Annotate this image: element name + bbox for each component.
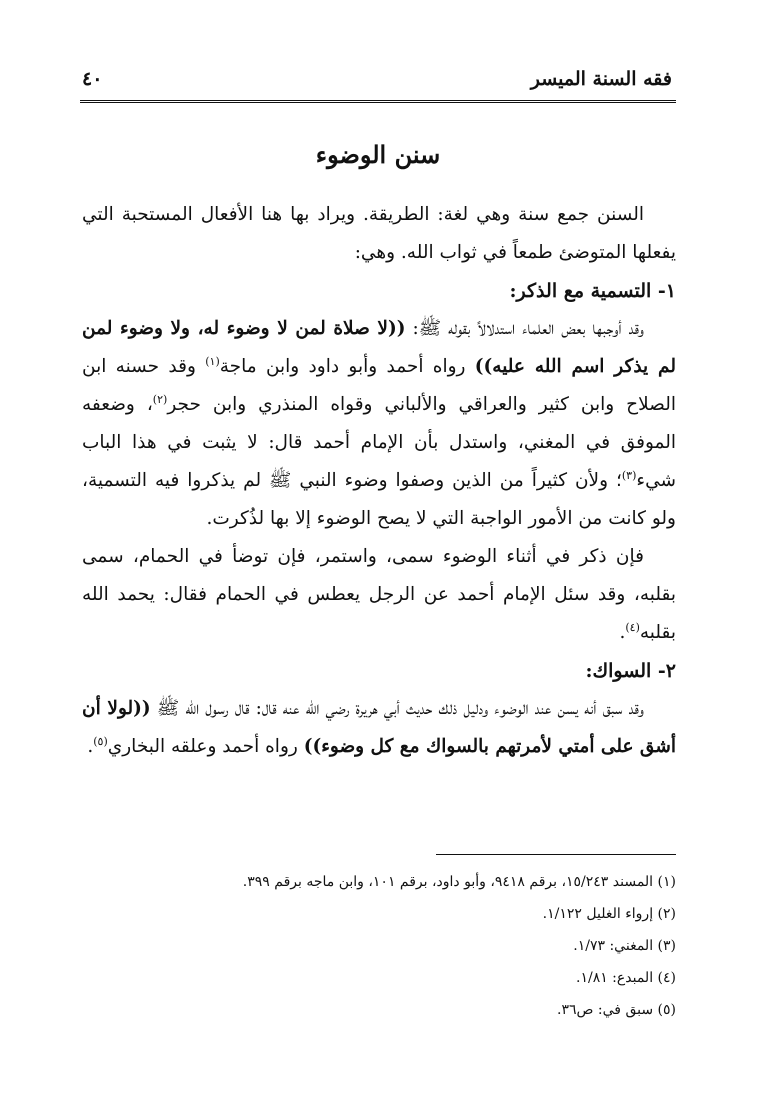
- footnote-1: (١) المسند ١٥/٢٤٣، برقم ٩٤١٨، وأبو داود، برقم ١٠١، وابن ماجه برقم ٣٩٩.: [242, 874, 676, 890]
- hadith-quote: ((لا صلاة لمن لا وضوء له، ولا وضوء لمن لم يذكر اسم الله عليه)): [82, 318, 676, 377]
- footnote-4: (٤) المبدع: ١/٨١.: [576, 970, 676, 986]
- footnote-5: (٥) سبق في: ص٣٦.: [557, 1002, 676, 1018]
- text-run: رواه أحمد وأبو داود وابن ماجة: [219, 356, 475, 377]
- text-run: وقد أوجبها بعض العلماء استدلالاً بقوله ﷺ:: [405, 318, 644, 339]
- running-title: فقه السنة الميسر: [530, 68, 672, 90]
- page-number: ٤٠: [82, 68, 103, 90]
- text-run: .: [87, 736, 94, 757]
- footnotes: [82, 866, 676, 1026]
- text-run: رواه أحمد وعلقه البخاري: [107, 736, 304, 757]
- page-header: [80, 66, 676, 103]
- heading-tasmiya: ١- التسمية مع الذكر:: [509, 280, 676, 302]
- footnote-3: (٣) المغني: ١/٧٣.: [573, 938, 676, 954]
- footnote-ref: (١): [205, 354, 220, 368]
- text-run: وقد حسنه ابن الصلاح وابن كثير والعراقي والألباني وقواه المنذري وابن حجر: [82, 356, 676, 415]
- text-run: ؛ ولأن كثيراً من الذين وصفوا وضوء النبي ﷺ لم يذكروا فيه التسمية، ولو كانت من الأمور الواجبة التي لا يصح الوضوء إلا بها لذُكرت.: [82, 470, 676, 529]
- text-run: .: [619, 622, 626, 643]
- hadith-quote: ((لولا أن أشق على أمتي لأمرتهم بالسواك مع كل وضوء)): [82, 698, 676, 757]
- footnote-ref: (٤): [625, 620, 640, 634]
- paragraph-hammam: [82, 538, 676, 652]
- section-title: سنن الوضوء: [315, 140, 441, 169]
- paragraph-siwak: [82, 690, 676, 766]
- footnote-2: (٢) إرواء الغليل ١/١٢٢.: [542, 906, 676, 922]
- body-text: [82, 196, 676, 766]
- footnote-ref: (٣): [621, 468, 637, 482]
- text-run: فإن ذكر في أثناء الوضوء سمى، واستمر، فإن توضأ في الحمام، سمى بقلبه، وقد سئل الإمام أحمد عن الرجل يعطس في الحمام فقال: يحمد الله بقلبه: [82, 546, 676, 643]
- heading-siwak: ٢- السواك:: [585, 660, 676, 682]
- text-run: وقد سبق أنه يسن عند الوضوء ودليل ذلك حديث أبي هريرة رضي الله عنه قال: قال رسول الله ﷺ: [150, 698, 644, 719]
- footnote-ref: (٢): [152, 392, 168, 406]
- footnote-ref: (٥): [93, 734, 108, 748]
- intro-paragraph: السنن جمع سنة وهي لغة: الطريقة. ويراد بها هنا الأفعال المستحبة التي يفعلها المتوضئ طمعاً في ثواب الله. وهي:: [82, 204, 676, 263]
- text-run: ، وضعفه الموفق في المغني، واستدل بأن الإمام أحمد قال: لا يثبت في هذا الباب شيء: [82, 394, 676, 491]
- footnote-separator: [436, 854, 676, 855]
- paragraph-tasmiya: [82, 310, 676, 538]
